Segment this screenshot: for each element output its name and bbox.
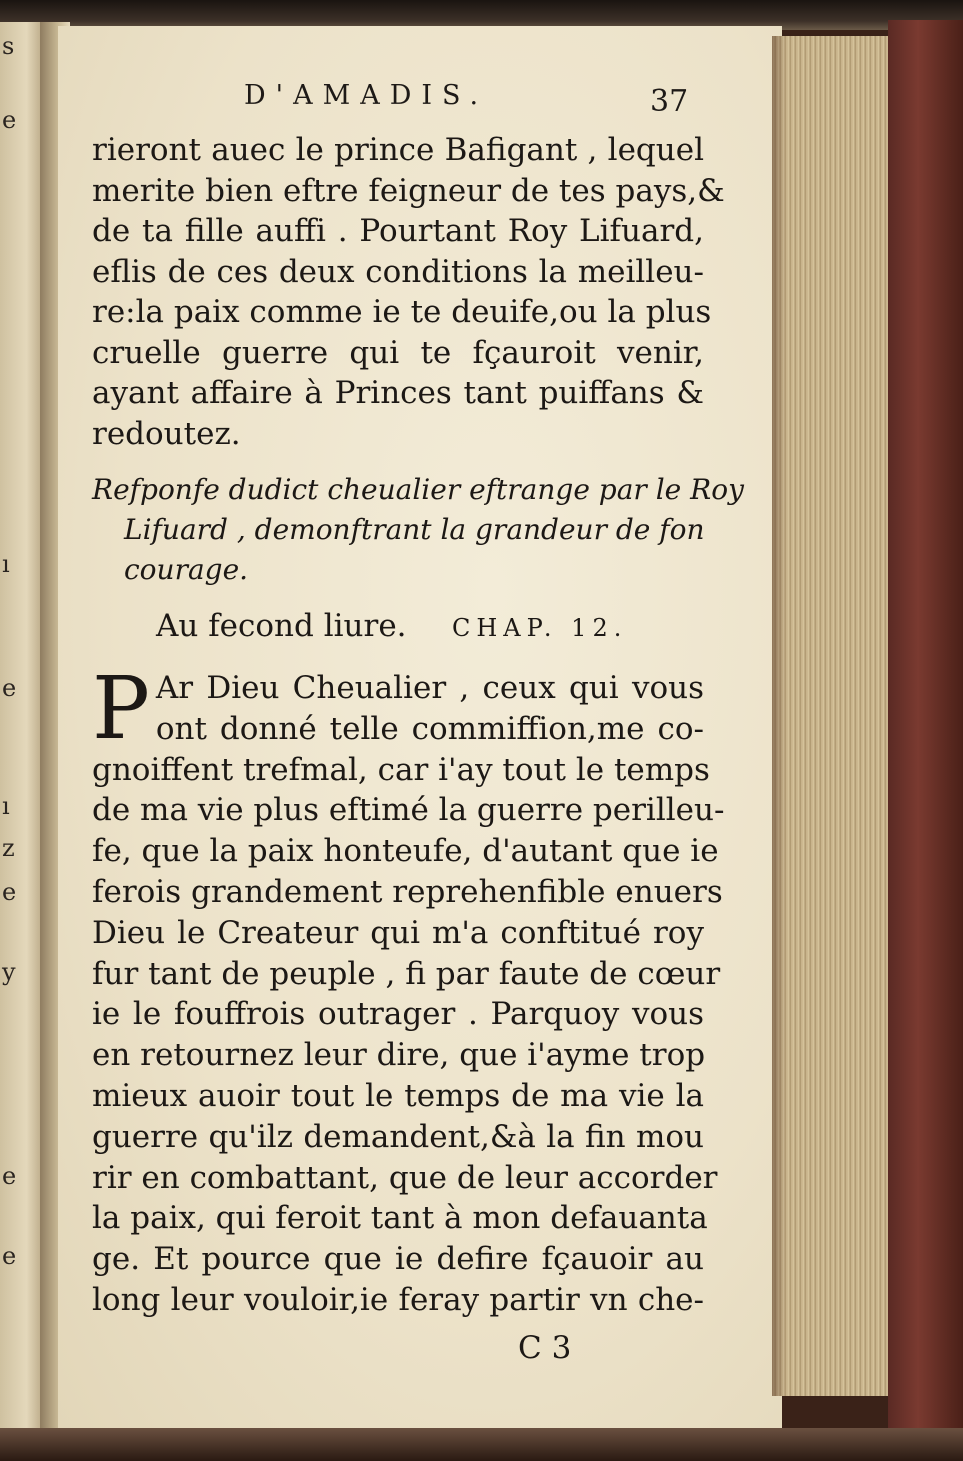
text-line: mieux auoir tout le temps de ma vie la xyxy=(92,1077,704,1114)
text-line: ie le fouffrois outrager . Parquoy vous xyxy=(92,996,704,1033)
margin-fragment: y xyxy=(2,958,16,986)
text-line: de ta fille auffi . Pourtant Roy Lifuard, xyxy=(92,213,704,249)
drop-capital: P xyxy=(92,659,150,759)
chapter-paragraph xyxy=(92,659,725,1321)
summary-line: Refponfe dudict cheualier eftrange par le Roy xyxy=(92,473,744,506)
text-line: Dieu le Createur qui m'a conftitué roy xyxy=(92,914,704,951)
signature-mark: C 3 xyxy=(518,1330,572,1366)
text-line: re:la paix comme ie te deuife,ou la plus xyxy=(92,294,712,330)
text-line: la paix, qui feroit tant à mon defauanta xyxy=(92,1200,708,1237)
text-line: redoutez. xyxy=(92,415,241,452)
page-fore-edge xyxy=(772,36,890,1396)
text-line: rieront auec le prince Bafigant , lequel xyxy=(92,132,704,168)
book-reference: Au fecond liure. xyxy=(156,608,407,644)
text-line: ferois grandement reprehenfible enuers xyxy=(92,873,723,910)
chapter-number: CHAP. 12. xyxy=(452,614,628,642)
text-line: Ar Dieu Cheualier , ceux qui vous xyxy=(155,670,704,706)
running-title: D'AMADIS. xyxy=(244,80,489,111)
text-line: en retournez leur dire, que i'ayme trop xyxy=(92,1037,706,1074)
margin-fragment: ı xyxy=(2,550,10,578)
text-line: guerre qu'ilz demandent,&à la fin mou xyxy=(92,1118,704,1155)
text-line: ayant affaire à Princes tant puiffans & xyxy=(92,375,704,411)
text-line: merite bien eftre feigneur de tes pays,& xyxy=(92,172,725,209)
margin-fragment: ı xyxy=(2,792,10,820)
text-line: ge. Et pource que ie defire fçauoir au xyxy=(92,1241,704,1278)
text-line: fur tant de peuple , fi par faute de cœur xyxy=(92,955,721,992)
text-line: long leur vouloir,ie feray partir vn che- xyxy=(92,1281,704,1318)
chapter-summary xyxy=(92,470,744,590)
book-cover-edge xyxy=(888,20,963,1461)
page-number: 37 xyxy=(650,84,689,119)
paragraph-continuation xyxy=(92,130,725,454)
margin-fragment: s xyxy=(2,32,15,60)
text-line: eflis de ces deux conditions la meilleu- xyxy=(92,253,704,290)
margin-fragment: e xyxy=(2,878,17,906)
text-line: cruelle guerre qui te fçauroit venir, xyxy=(92,334,704,371)
text-line: de ma vie plus eftimé la guerre perilleu- xyxy=(92,792,725,829)
binding-bottom-edge xyxy=(0,1428,963,1461)
text-line: rir en combattant, que de leur accorder xyxy=(92,1159,718,1196)
margin-fragment: e xyxy=(2,106,17,134)
summary-line: courage. xyxy=(124,553,249,586)
text-line: gnoiffent trefmal, car i'ay tout le temps xyxy=(92,751,710,788)
margin-fragment: e xyxy=(2,1162,17,1190)
facing-page-edge xyxy=(0,22,44,1442)
margin-fragment: z xyxy=(2,834,15,862)
fore-edge-shadow xyxy=(772,36,786,1396)
summary-line: Lifuard , demonftrant la grandeur de fon xyxy=(124,513,705,546)
text-line: ont donné telle commiffion,me co- xyxy=(155,710,704,747)
margin-fragment: e xyxy=(2,1242,17,1270)
text-line: fe, que la paix honteufe, d'autant que ie xyxy=(92,833,719,870)
margin-fragment: e xyxy=(2,674,17,702)
